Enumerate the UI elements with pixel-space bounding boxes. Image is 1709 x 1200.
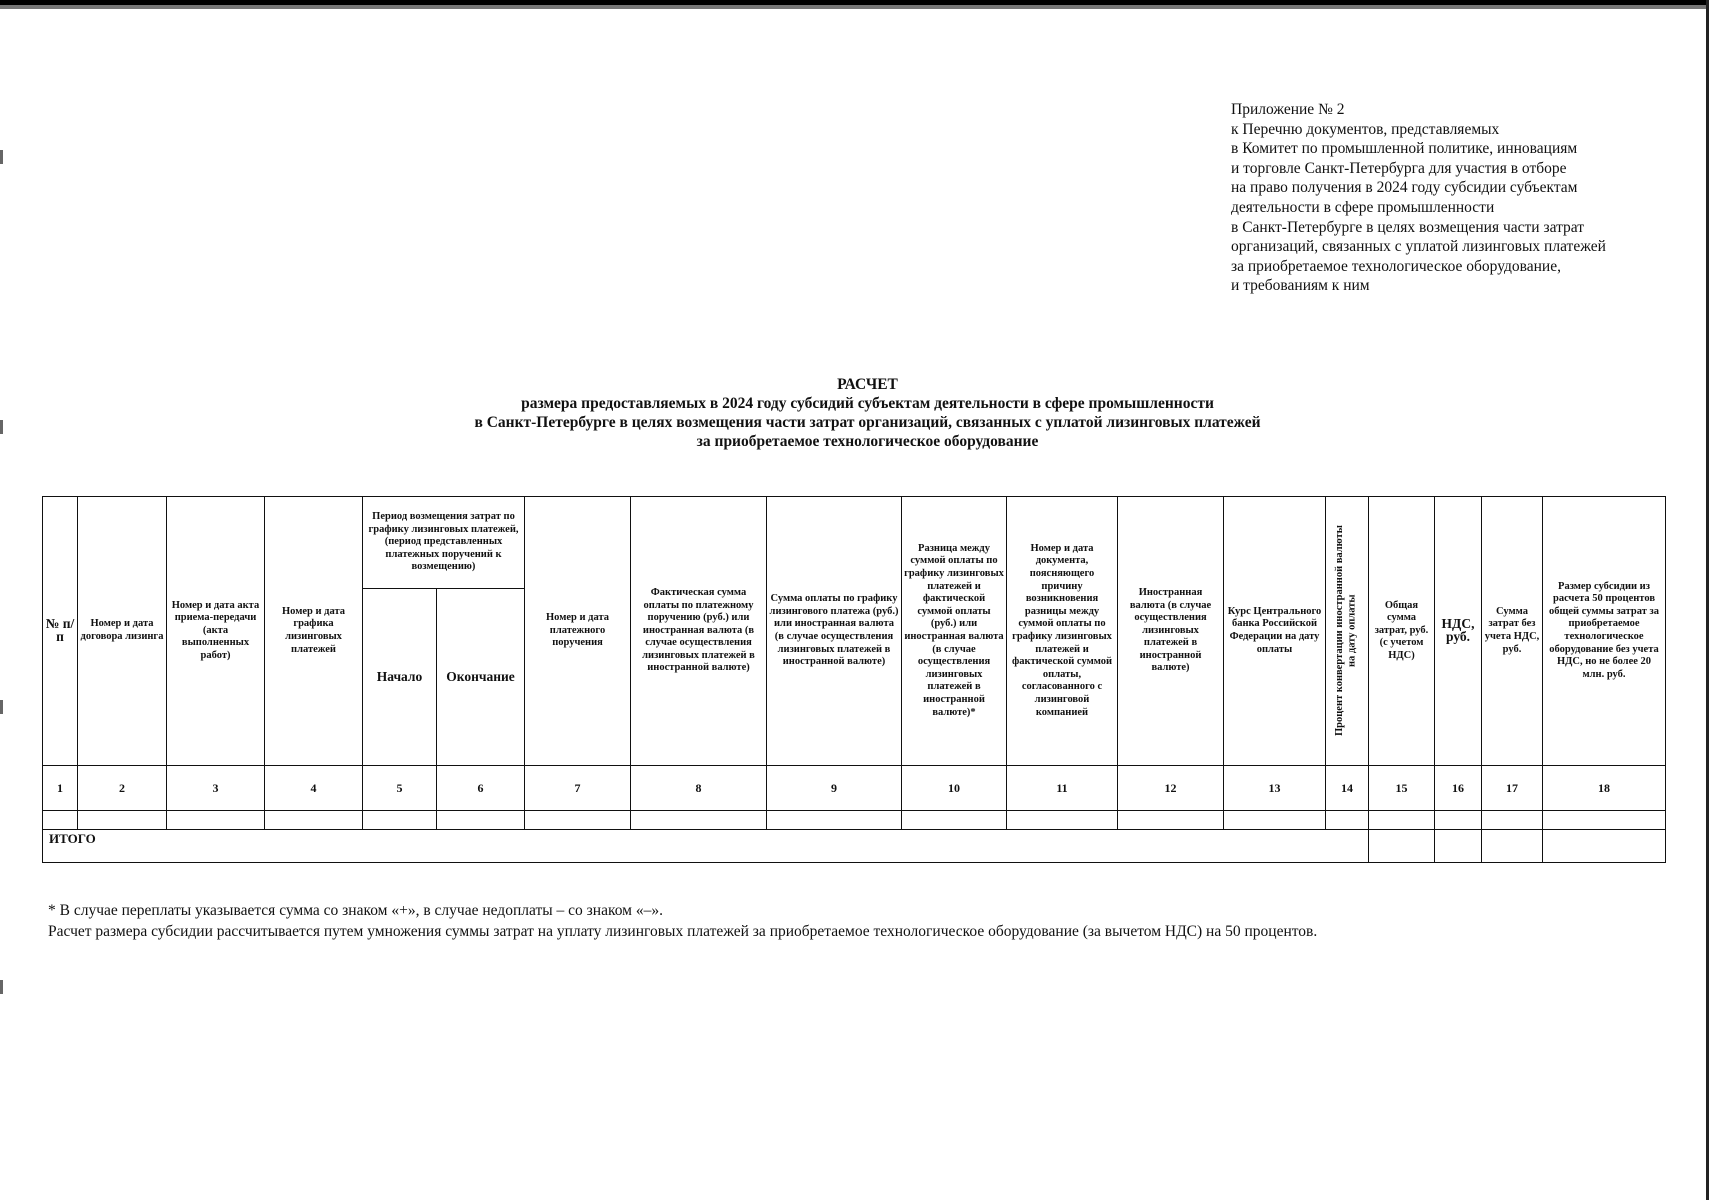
total-row: [43, 830, 1666, 863]
table-cell[interactable]: [631, 811, 767, 830]
appendix-line: за приобретаемое технологическое оборудование,: [1231, 257, 1561, 275]
table-cell[interactable]: [1543, 811, 1666, 830]
column-number: 3: [167, 766, 265, 811]
column-number: 15: [1369, 766, 1435, 811]
col-header-costs-no-vat: Сумма затрат без учета НДС, руб.: [1482, 497, 1543, 766]
data-row-empty: [43, 811, 1666, 830]
column-number: 10: [902, 766, 1007, 811]
document-title: [60, 375, 1675, 451]
calculation-table: [42, 496, 1666, 863]
table-cell[interactable]: [1369, 811, 1435, 830]
total-cell[interactable]: [1482, 830, 1543, 863]
title-heading: РАСЧЕТ: [837, 376, 898, 393]
total-cell[interactable]: [1369, 830, 1435, 863]
column-number: 18: [1543, 766, 1666, 811]
appendix-line: Приложение № 2: [1231, 101, 1345, 118]
table-cell[interactable]: [43, 811, 78, 830]
column-number: 1: [43, 766, 78, 811]
column-number: 14: [1326, 766, 1369, 811]
total-cell[interactable]: [1543, 830, 1666, 863]
table-cell[interactable]: [167, 811, 265, 830]
column-number: 16: [1435, 766, 1482, 811]
table-cell[interactable]: [437, 811, 525, 830]
col-header-difference: Разница между суммой оплаты по графику лизинговых платежей и фактической суммой оплаты (руб.) или иностранная валюта (в случае осуществления лизинговых платежей в иностранной валюте)*: [902, 497, 1007, 766]
col-header-scheduled-amount: Сумма оплаты по графику лизингового платежа (руб.) или иностранная валюта (в случае осуществления лизинговых платежей в иностранной валюте): [767, 497, 902, 766]
column-number: 13: [1224, 766, 1326, 811]
table-cell[interactable]: [767, 811, 902, 830]
col-header-explanation-doc: Номер и дата документа, поясняющего причину возникновения разницы между суммой оплаты по графику лизинговых платежей и фактической суммой оплаты, согласованного с лизинговой компанией: [1007, 497, 1118, 766]
footnote: * В случае переплаты указывается сумма со знаком «+», в случае недоплаты – со знаком «–».: [48, 902, 663, 919]
column-number: 11: [1007, 766, 1118, 811]
col-header-total-costs: Общая сумма затрат, руб. (с учетом НДС): [1369, 497, 1435, 766]
table-cell[interactable]: [1118, 811, 1224, 830]
table-cell[interactable]: [1326, 811, 1369, 830]
col-header-end: Окончание: [437, 589, 525, 766]
col-header-lease-contract: Номер и дата договора лизинга: [78, 497, 167, 766]
scan-edge-left: [0, 0, 4, 1200]
column-numbers-row: [43, 766, 1666, 811]
col-header-acceptance-act: Номер и дата акта приема-передачи (акта выполненных работ): [167, 497, 265, 766]
table-cell[interactable]: [525, 811, 631, 830]
table-cell[interactable]: [265, 811, 363, 830]
title-line: размера предоставляемых в 2024 году субсидий субъектам деятельности в сфере промышленности: [521, 395, 1214, 412]
appendix-line: в Санкт-Петербурге в целях возмещения части затрат: [1231, 218, 1585, 236]
total-label: ИТОГО: [43, 830, 1369, 863]
column-number: 5: [363, 766, 437, 811]
col-header-period: Период возмещения затрат по графику лизинговых платежей, (период представленных платежных поручений к возмещению): [363, 497, 525, 589]
appendix-line: деятельности в сфере промышленности: [1231, 198, 1495, 216]
column-number: 4: [265, 766, 363, 811]
footnote: Расчет размера субсидии рассчитывается путем умножения суммы затрат на уплату лизинговых платежей за приобретаемое технологическое оборудование (за вычетом НДС) на 50 процентов.: [48, 923, 1318, 940]
scan-edge-top: [0, 0, 1709, 9]
col-header-foreign-currency: Иностранная валюта (в случае осуществления лизинговых платежей в иностранной валюте): [1118, 497, 1224, 766]
column-number: 8: [631, 766, 767, 811]
col-header-conversion-percent: [1326, 497, 1369, 766]
col-header-payment-order: Номер и дата платежного поручения: [525, 497, 631, 766]
col-header-cb-rate: Курс Центрального банка Российской Федерации на дату оплаты: [1224, 497, 1326, 766]
col-header-actual-amount: Фактическая сумма оплаты по платежному поручению (руб.) или иностранная валюта (в случае осуществления лизинговых платежей в иностранной валюте): [631, 497, 767, 766]
table-cell[interactable]: [1224, 811, 1326, 830]
appendix-line: в Комитет по промышленной политике, инновациям: [1231, 140, 1578, 158]
title-line: за приобретаемое технологическое оборудование: [696, 433, 1039, 450]
table-cell[interactable]: [78, 811, 167, 830]
table-cell[interactable]: [902, 811, 1007, 830]
appendix-line: организаций, связанных с уплатой лизинговых платежей: [1231, 238, 1606, 256]
col-header-vat: НДС, руб.: [1435, 497, 1482, 766]
column-number: 2: [78, 766, 167, 811]
table-cell[interactable]: [363, 811, 437, 830]
appendix-block: [1231, 100, 1671, 296]
header-row: [43, 497, 1666, 589]
column-number: 12: [1118, 766, 1224, 811]
table-cell[interactable]: [1007, 811, 1118, 830]
column-number: 17: [1482, 766, 1543, 811]
column-number: 7: [525, 766, 631, 811]
footnotes: [48, 900, 1663, 942]
col-header-number: № п/п: [43, 497, 78, 766]
appendix-line: и требованиям к ним: [1231, 277, 1370, 295]
table-cell[interactable]: [1482, 811, 1543, 830]
appendix-line: на право получения в 2024 году субсидии субъектам: [1231, 179, 1578, 197]
title-line: в Санкт-Петербурге в целях возмещения части затрат организаций, связанных с уплатой лизинговых платежей: [474, 414, 1261, 431]
col-header-payment-schedule: Номер и дата графика лизинговых платежей: [265, 497, 363, 766]
column-number: 6: [437, 766, 525, 811]
table-cell[interactable]: [1435, 811, 1482, 830]
appendix-line: к Перечню документов, представляемых: [1231, 120, 1500, 138]
conversion-percent-label: Процент конвертации иностранной валюты на дату оплаты: [1334, 525, 1358, 737]
column-number: 9: [767, 766, 902, 811]
total-cell[interactable]: [1435, 830, 1482, 863]
col-header-subsidy-amount: Размер субсидии из расчета 50 процентов общей суммы затрат за приобретаемое технологическое оборудование без учета НДС, но не более 20 млн. руб.: [1543, 497, 1666, 766]
appendix-line: и торговле Санкт-Петербурга для участия в отборе: [1231, 159, 1567, 177]
col-header-start: Начало: [363, 589, 437, 766]
